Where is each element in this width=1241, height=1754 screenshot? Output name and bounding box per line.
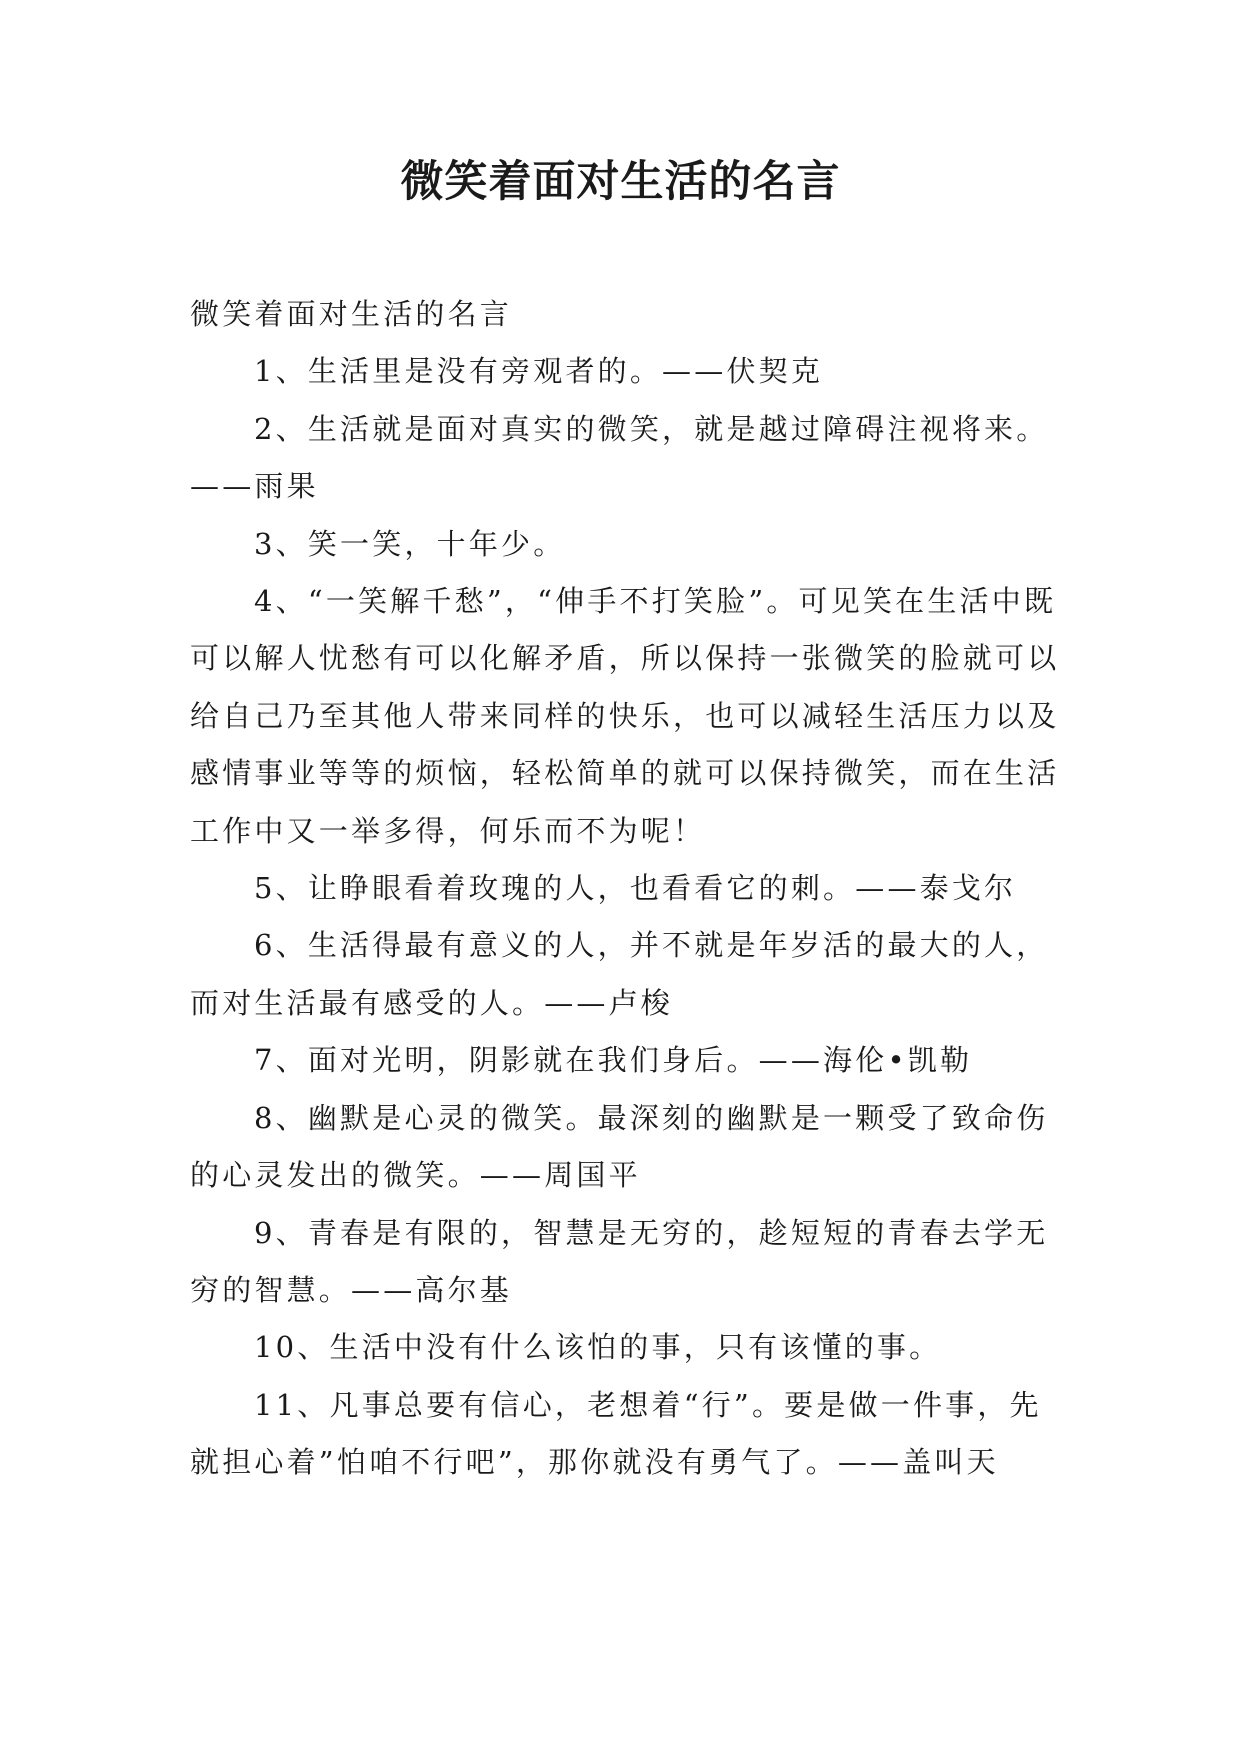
quote-paragraph: 9、青春是有限的，智慧是无穷的，趁短短的青春去学无穷的智慧。——高尔基 bbox=[190, 1215, 1049, 1307]
document-title: 微笑着面对生活的名言 bbox=[400, 157, 841, 207]
quote-paragraph: 11、凡事总要有信心，老想着“行”。要是做一件事，先就担心着”怕咱不行吧”，那你就没有勇气了。——盖叫天 bbox=[190, 1387, 1042, 1480]
document-body bbox=[190, 286, 1070, 1492]
quote-paragraph: 7、面对光明，阴影就在我们身后。——海伦•凯勒 bbox=[254, 1043, 973, 1078]
quote-paragraph: 2、生活就是面对真实的微笑，就是越过障碍注视将来。——雨果 bbox=[190, 411, 1049, 504]
body-heading: 微笑着面对生活的名言 bbox=[190, 297, 513, 331]
quote-paragraph: 6、生活得最有意义的人，并不就是年岁活的最大的人，而对生活最有感受的人。——卢梭 bbox=[190, 928, 1049, 1020]
quote-paragraph: 8、幽默是心灵的微笑。最深刻的幽默是一颗受了致命伤的心灵发出的微笑。——周国平 bbox=[190, 1100, 1049, 1193]
quote-paragraph: 3、笑一笑，十年少。 bbox=[254, 526, 566, 561]
quote-paragraph: 5、让睁眼看着玫瑰的人，也看看它的刺。——泰戈尔 bbox=[254, 871, 1017, 906]
quote-paragraph: 10、生活中没有什么该怕的事，只有该懂的事。 bbox=[254, 1330, 942, 1365]
quote-paragraph: 4、“一笑解千愁”，“伸手不打笑脸”。可见笑在生活中既可以解人忧愁有可以化解矛盾，所以保持一张微笑的脸就可以给自己乃至其他人带来同样的快乐，也可以减轻生活压力以及感情事业等等的烦恼，轻松简单的就可以保持微笑，而在生活工作中又一举多得，何乐而不为呢！ bbox=[190, 584, 1060, 848]
quote-paragraph: 1、生活里是没有旁观者的。——伏契克 bbox=[254, 354, 824, 389]
